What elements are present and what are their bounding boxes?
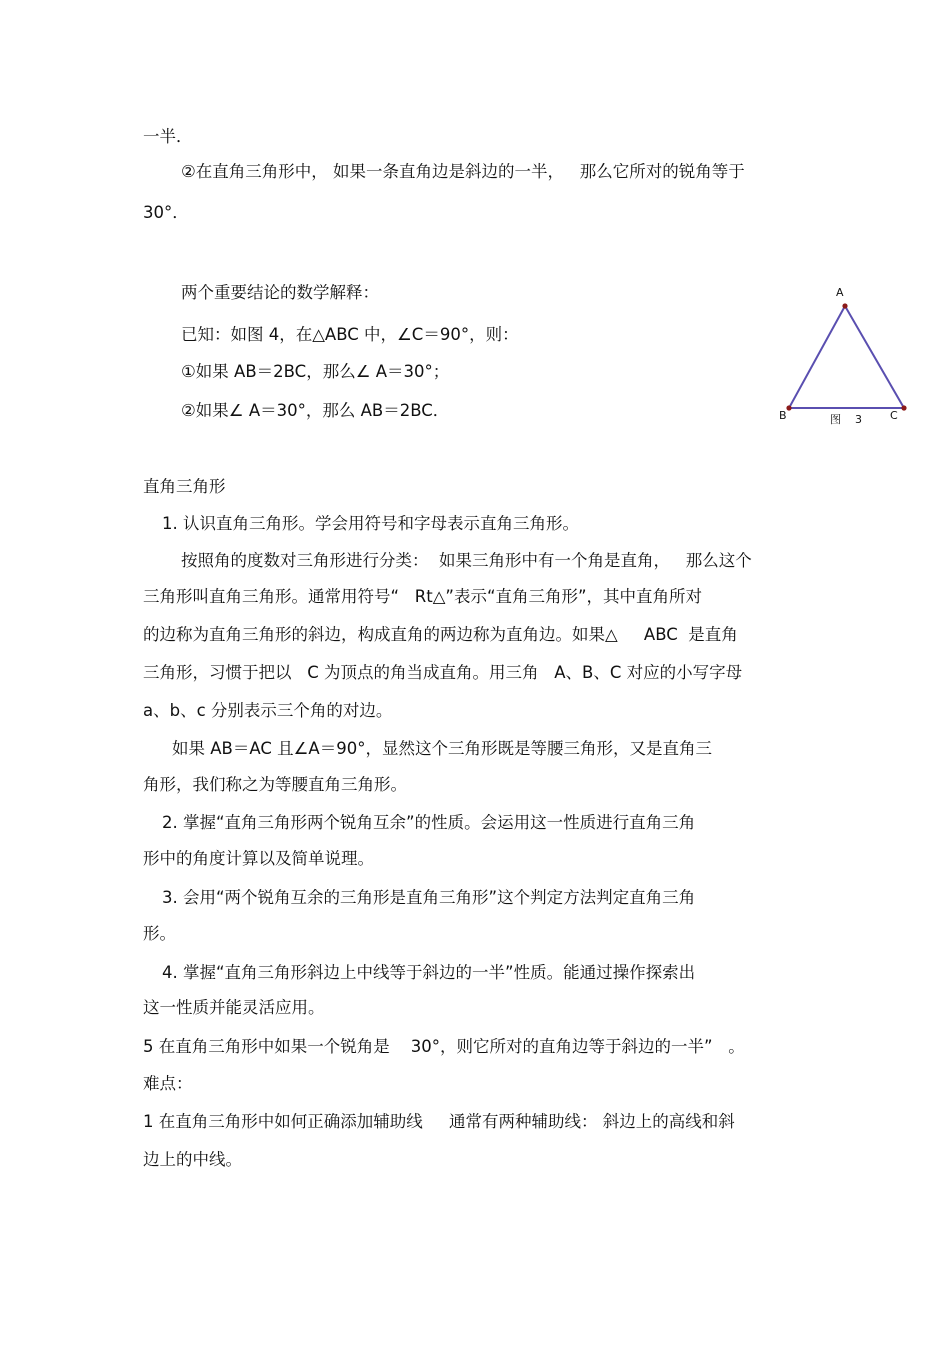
text-line: a、b、c 分别表示三个角的对边。 [143, 701, 393, 720]
text-line: ②在直角三角形中， 如果一条直角边是斜边的一半， 那么它所对的锐角等于 [181, 162, 745, 181]
text-line: 形中的角度计算以及简单说理。 [143, 849, 374, 868]
text-line: 形。 [143, 924, 176, 943]
text-line: 三角形叫直角三角形。通常用符号“ Rt△”表示“直角三角形”，其中直角所对 [143, 587, 703, 606]
list-item: 1. 认识直角三角形。学会用符号和字母表示直角三角形。 [162, 514, 579, 533]
text-line: ①如果 AB＝2BC，那么∠ A＝30°； [181, 362, 450, 381]
list-item: 3. 会用“两个锐角互余的三角形是直角三角形”这个判定方法判定直角三角 [162, 888, 696, 907]
figure-caption: 图 3 [830, 413, 862, 426]
vertex-b-label: B [779, 409, 787, 422]
text-line: 边上的中线。 [143, 1150, 242, 1169]
list-item: 4. 掌握“直角三角形斜边上中线等于斜边的一半”性质。能通过操作探索出 [162, 963, 696, 982]
section-heading: 两个重要结论的数学解释： [181, 283, 379, 302]
list-item: 2. 掌握“直角三角形两个锐角互余”的性质。会运用这一性质进行直角三角 [162, 813, 696, 832]
triangle-diagram [775, 280, 915, 430]
text-line: ②如果∠ A＝30°，那么 AB＝2BC． [181, 401, 450, 420]
vertex-c-label: C [890, 409, 898, 422]
text-line: 角形，我们称之为等腰直角三角形。 [143, 775, 407, 794]
text-line: 5 在直角三角形中如果一个锐角是 30°，则它所对的直角边等于斜边的一半” 。 [143, 1037, 745, 1056]
vertex-b-point [786, 405, 791, 410]
text-line: 如果 AB＝AC 且∠A＝90°，显然这个三角形既是等腰三角形，又是直角三 [172, 739, 712, 758]
text-line: 已知：如图 4，在△ABC 中，∠C＝90°，则： [181, 325, 519, 344]
text-line: 1 在直角三角形中如何正确添加辅助线 通常有两种辅助线： 斜边上的高线和斜 [143, 1112, 735, 1131]
vertex-a-point [842, 303, 847, 308]
section-heading: 难点： [143, 1074, 193, 1093]
text-line: 30°． [143, 203, 189, 222]
text-line: 按照角的度数对三角形进行分类： 如果三角形中有一个角是直角， 那么这个 [181, 551, 752, 570]
vertex-a-label: A [836, 286, 844, 299]
text-line: 这一性质并能灵活应用。 [143, 998, 325, 1017]
vertex-c-point [901, 405, 906, 410]
text-line: 的边称为直角三角形的斜边，构成直角的两边称为直角边。如果△ ABC 是直角 [143, 625, 738, 644]
text-line: 一半． [143, 127, 193, 146]
text-line: 三角形，习惯于把以 C 为顶点的角当成直角。用三角 A、B、C 对应的小写字母 [143, 663, 743, 682]
section-heading: 直角三角形 [143, 477, 226, 496]
triangle-abc [789, 306, 904, 408]
triangle-figure [775, 280, 915, 430]
